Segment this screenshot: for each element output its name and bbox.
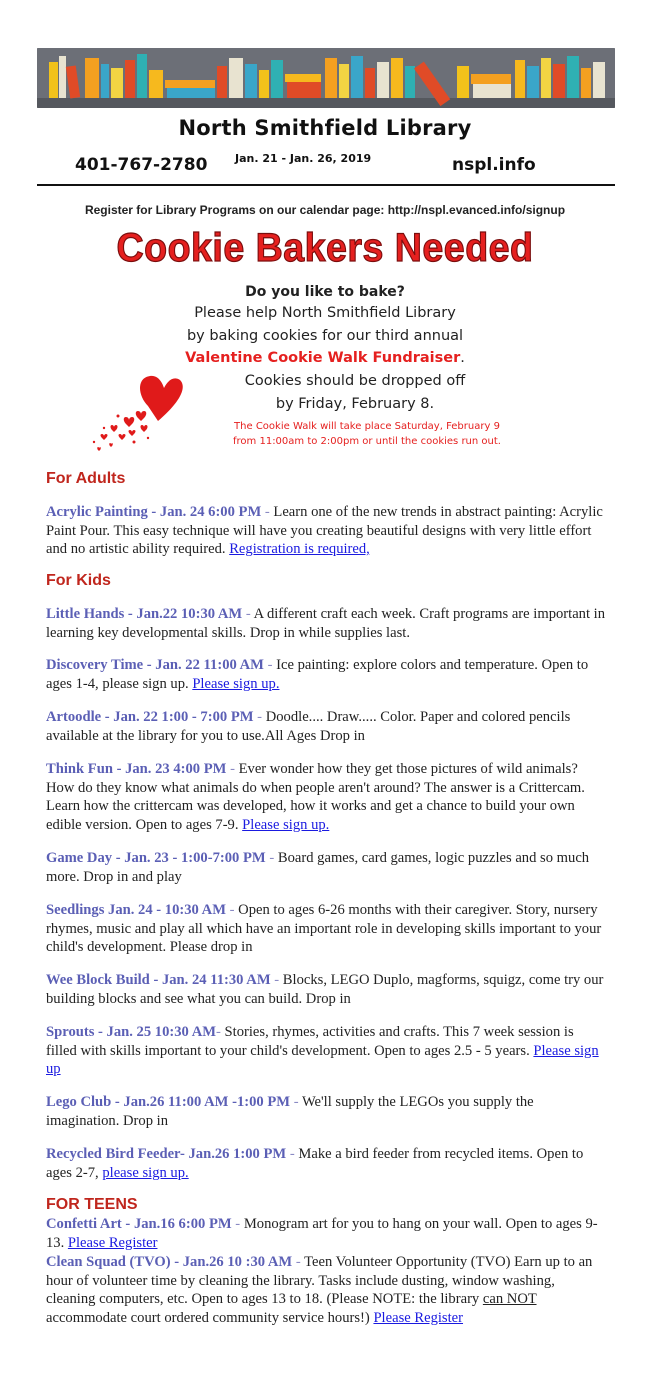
library-website[interactable]: nspl.info — [452, 155, 536, 175]
newsletter-dates: Jan. 21 - Jan. 26, 2019 — [235, 152, 372, 165]
sign-up-link[interactable]: Please sign up — [46, 1042, 599, 1077]
teens-item-clean-squad — [46, 1253, 606, 1327]
can-not-emphasis: can NOT — [482, 1291, 537, 1307]
item-title: Confetti Art - Jan.16 6:00 PM — [46, 1216, 232, 1232]
sign-up-link[interactable]: please sign up. — [102, 1164, 189, 1181]
flyer-small-2: from 11:00am to 2:00pm or until the cookies run out. — [233, 436, 501, 447]
registration-link[interactable]: Registration is required, — [229, 541, 370, 557]
kids-item-little-hands — [46, 605, 606, 642]
adults-item-acrylic-painting — [46, 503, 606, 559]
teens-heading: FOR TEENS — [46, 1196, 138, 1213]
item-description: Teen Volunteer Opportunity (TVO) Earn up to an hour of volunteer time by cleaning the library. Tasks include dusting, window washing, cleaning computers, etc. Open to ages 13 to 18. (Please NOTE: the library — [46, 1254, 593, 1307]
adults-heading: For Adults — [46, 470, 126, 487]
item-description: Monogram art for you to hang on your wall. Open to ages 9-13. — [46, 1216, 598, 1251]
item-separator: - — [216, 1024, 225, 1040]
item-description: We'll supply the LEGOs you supply the imagination. Drop in — [46, 1094, 534, 1129]
item-description: Open to ages 6-26 months with their caregiver. Story, nursery rhymes, music and play all which have an important role in developing skills important to your child's development. Please drop in — [46, 902, 602, 955]
kids-item-discovery-time — [46, 656, 606, 693]
item-description-end: accommodate court ordered community service hours!) — [46, 1309, 374, 1326]
item-separator: - — [231, 1216, 244, 1232]
item-description: Make a bird feeder from recycled items. Open to ages 2-7, — [46, 1146, 584, 1181]
teens-item-confetti-art — [46, 1215, 606, 1252]
flyer-line-3 — [0, 350, 650, 366]
item-description: A different craft each week. Craft programs are important in learning key developmental skills. Drop in while supplies last. — [46, 606, 606, 641]
item-description: Board games, card games, logic puzzles and so much more. Drop in and play — [46, 850, 590, 885]
register-line: Register for Library Programs on our calendar page: http://nspl.evanced.info/signup — [84, 203, 566, 217]
item-description: Ice painting: explore colors and temperature. Open to ages 1-4, please sign up. — [46, 657, 589, 692]
sign-up-link[interactable]: Please sign up. — [192, 675, 280, 692]
flyer-event-period: . — [460, 350, 465, 366]
item-title: Little Hands - Jan.22 10:30 AM — [46, 606, 243, 622]
item-separator: - — [226, 902, 239, 918]
item-separator: - — [242, 606, 254, 622]
item-separator: - — [226, 761, 239, 777]
header-divider — [37, 184, 615, 186]
register-link[interactable]: Please Register — [373, 1309, 464, 1326]
kids-item-wee-block-build — [46, 971, 606, 1008]
item-title: Game Day - Jan. 23 - 1:00-7:00 PM — [46, 850, 266, 866]
books-illustration-icon — [37, 48, 615, 108]
contact-row — [37, 152, 615, 182]
flyer-event-name: Valentine Cookie Walk Fundraiser — [185, 350, 461, 366]
item-title: Clean Squad (TVO) - Jan.26 10 :30 AM — [46, 1254, 293, 1270]
item-description: Ever wonder how they get those pictures of wild animals? How do they know what animals do when people aren't around? The answer is a Crittercam. Learn how the crittercam was developed, how it works and get a chance to build your own edible version. Open to ages 7-9. — [46, 761, 585, 833]
kids-heading: For Kids — [46, 572, 111, 589]
flyer-line-2: by baking cookies for our third annual — [186, 328, 464, 344]
item-separator: - — [270, 972, 283, 988]
item-separator: - — [286, 1146, 299, 1162]
hearts-icon — [90, 372, 190, 457]
item-title: Discovery Time - Jan. 22 11:00 AM — [46, 657, 264, 673]
kids-item-artoodle — [46, 708, 606, 745]
item-separator: - — [265, 850, 278, 866]
library-phone: 401-767-2780 — [75, 155, 208, 175]
item-separator: - — [263, 657, 277, 673]
kids-item-game-day — [46, 849, 606, 886]
item-title: Recycled Bird Feeder- Jan.26 1:00 PM — [46, 1146, 287, 1162]
kids-item-seedlings — [46, 901, 606, 957]
item-description: Blocks, LEGO Duplo, magforms, squigz, come try our building blocks and see what you can build. Drop in — [46, 972, 604, 1007]
item-title: Seedlings Jan. 24 - 10:30 AM — [46, 902, 226, 918]
kids-item-sprouts — [46, 1023, 606, 1079]
item-description: Learn one of the new trends in abstract painting: Acrylic Paint Pour. This easy technique will have you creating beautiful designs with very little effort and no artistic ability required. — [46, 504, 603, 557]
item-title: Sprouts - Jan. 25 10:30 AM — [46, 1024, 217, 1040]
item-separator: - — [292, 1254, 305, 1270]
kids-item-think-fun — [46, 760, 606, 834]
item-title: Lego Club - Jan.26 11:00 AM -1:00 PM — [46, 1094, 291, 1110]
item-title: Think Fun - Jan. 23 4:00 PM — [46, 761, 227, 777]
item-description: Stories, rhymes, activities and crafts. This 7 week session is filled with skills important to your child's development. Open to ages 2.5 - 5 years. — [46, 1024, 574, 1059]
flyer-line-5: by Friday, February 8. — [275, 396, 435, 412]
flyer-small-1: The Cookie Walk will take place Saturday, February 9 — [234, 421, 500, 432]
item-title: Acrylic Painting - Jan. 24 6:00 PM — [46, 504, 262, 520]
kids-item-lego-club — [46, 1093, 606, 1130]
books-banner-image — [37, 48, 615, 108]
item-separator: - — [261, 504, 274, 520]
item-separator: - — [253, 709, 266, 725]
sign-up-link[interactable]: Please sign up. — [242, 816, 330, 833]
cookie-headline: Cookie Bakers Needed — [116, 226, 534, 270]
kids-item-recycled-bird-feeder — [46, 1145, 606, 1182]
flyer-line-1: Please help North Smithfield Library — [194, 305, 456, 321]
item-separator: - — [290, 1094, 302, 1110]
flyer-question: Do you like to bake? — [245, 284, 405, 300]
item-description: Doodle.... Draw..... Color. Paper and colored pencils available at the library for you to use.All Ages Drop in — [46, 709, 571, 744]
library-title: North Smithfield Library — [178, 116, 472, 140]
flyer-line-4: Cookies should be dropped off — [244, 373, 466, 389]
item-title: Wee Block Build - Jan. 24 11:30 AM — [46, 972, 271, 988]
register-link[interactable]: Please Register — [67, 1234, 158, 1251]
item-title: Artoodle - Jan. 22 1:00 - 7:00 PM — [46, 709, 254, 725]
